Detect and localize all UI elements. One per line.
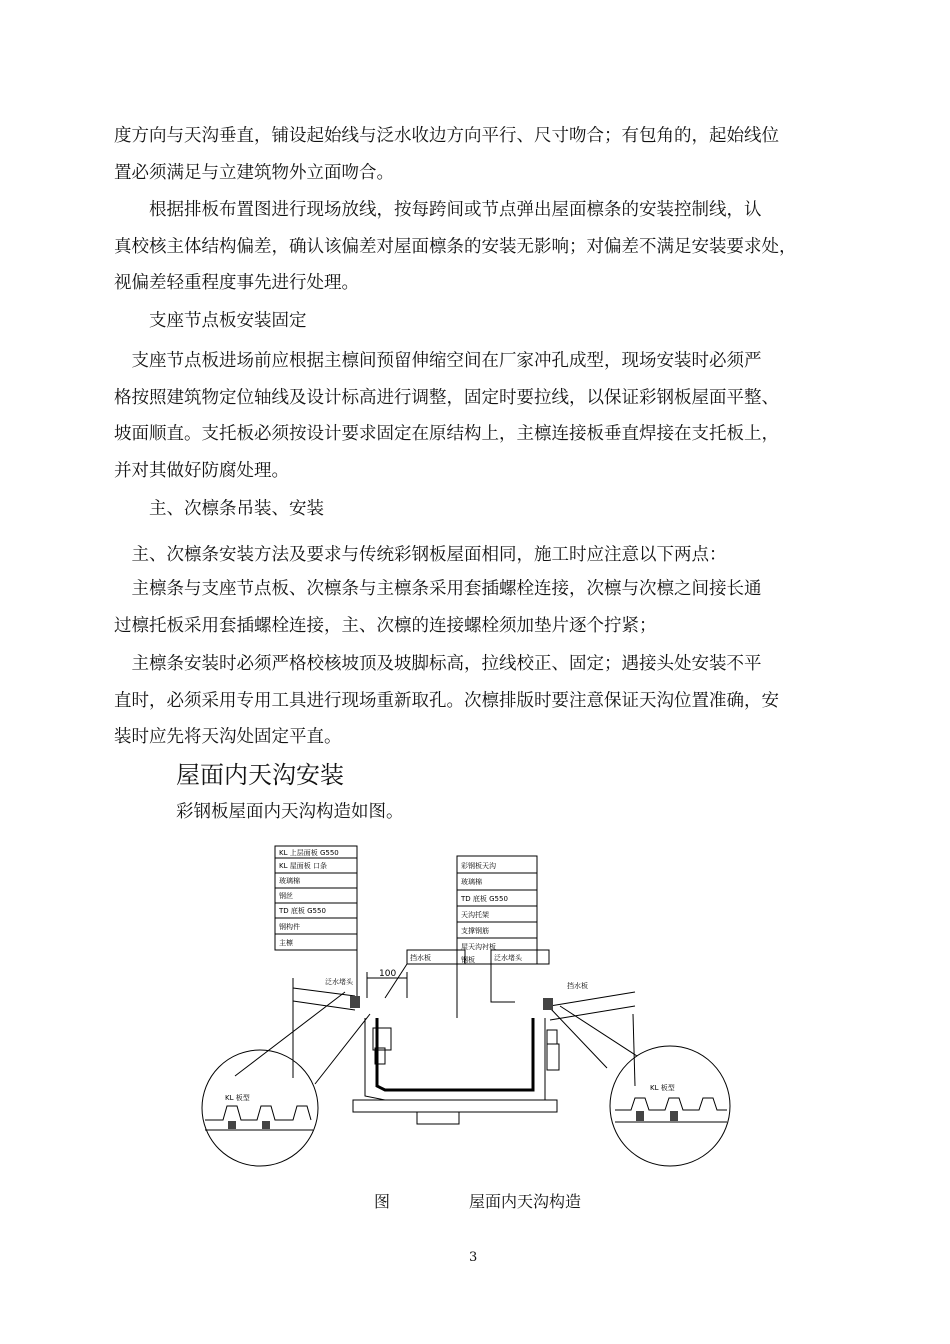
paragraph-1	[114, 118, 850, 191]
left-label: 玻璃棉	[279, 877, 300, 885]
text-line: 主檩条与支座节点板、次檩条与主檩条采用套插螺栓连接，次檩与次檩之间接长通	[114, 579, 762, 599]
text-line: 视偏差轻重程度事先进行处理。	[114, 273, 359, 293]
text-line: 并对其做好防腐处理。	[114, 460, 289, 481]
paragraph-2	[114, 192, 850, 302]
paragraph-4	[114, 537, 850, 574]
right-label: 钢板	[461, 956, 475, 964]
paragraph-5	[114, 571, 850, 644]
text-line: 格按照建筑物定位轴线及设计标高进行调整，固定时要拉线，以保证彩钢板屋面平整、	[114, 387, 779, 408]
text-line: 坡面顺直。支托板必须按设计要求固定在原结构上，主檩连接板垂直焊接在支托板上，	[114, 424, 779, 444]
text-line: 真校核主体结构偏差，确认该偏差对屋面檩条的安装无影响；对偏差不满足安装要求处，	[114, 236, 797, 257]
left-label: KL 上层面板 G550	[279, 849, 339, 857]
left-detail-label: KL 板型	[225, 1094, 250, 1102]
text-line: 过檩托板采用套插螺栓连接，主、次檩的连接螺栓须加垫片逐个拧紧；	[114, 615, 657, 636]
figure-caption-prefix: 图	[374, 1192, 391, 1211]
text-line: 置必须满足与立建筑物外立面吻合。	[114, 162, 394, 183]
page-number: 3	[469, 1250, 478, 1265]
right-tag: 挡水板	[567, 982, 588, 990]
text-line: 主、次檩条吊装、安装	[114, 499, 324, 519]
text-line: 装时应先将天沟处固定平直。	[114, 727, 342, 747]
left-label: TD 底板 G550	[279, 907, 326, 915]
right-label: 天沟托架	[461, 911, 489, 919]
right-label: 彩钢板天沟	[461, 862, 496, 870]
right-callout: 泛水堵头	[494, 954, 522, 962]
paragraph-3	[114, 343, 850, 489]
text-line: 直时，必须采用专用工具进行现场重新取孔。次檩排版时要注意保证天沟位置准确，安	[114, 690, 779, 711]
text-line: 支座节点板进场前应根据主檩间预留伸缩空间在厂家冲孔成型，现场安装时必须严	[114, 351, 762, 371]
right-label: TD 底板 G550	[461, 895, 508, 903]
subheading-purlin	[114, 491, 850, 528]
left-tag: 泛水堵头	[325, 978, 353, 986]
paragraph-6	[114, 646, 850, 756]
section-heading: 屋面内天沟安装	[176, 761, 344, 789]
left-label: 钢丝	[279, 892, 293, 900]
subheading-support-plate	[114, 303, 850, 340]
right-label: 玻璃棉	[461, 878, 482, 886]
text-line: 主檩条安装时必须严格校核坡顶及坡脚标高，拉线校正、固定；遇接头处安装不平	[114, 654, 762, 674]
text-line: 根据排板布置图进行现场放线，按每跨间或节点弹出屋面檩条的安装控制线，认	[114, 200, 762, 220]
right-detail-label: KL 板型	[650, 1084, 675, 1092]
right-label: 屋天沟衬板	[461, 943, 496, 951]
right-label: 支撑钢筋	[461, 927, 489, 935]
figure-intro: 彩钢板屋面内天沟构造如图。	[176, 802, 404, 822]
text-line: 主、次檩条安装方法及要求与传统彩钢板屋面相同，施工时应注意以下两点：	[114, 545, 727, 565]
left-callout: 挡水板	[410, 954, 431, 962]
left-label: 主檩	[279, 939, 293, 947]
left-label: 钢构件	[279, 923, 300, 931]
text-line: 度方向与天沟垂直，铺设起始线与泛水收边方向平行、尺寸吻合；有包角的，起始线位	[114, 126, 779, 146]
text-line: 支座节点板安装固定	[114, 311, 307, 331]
dimension-100: 100	[379, 969, 397, 979]
gutter-construction-figure	[195, 838, 835, 1178]
left-label: KL 屋面板 口条	[279, 862, 327, 870]
figure-caption-title: 屋面内天沟构造	[469, 1192, 582, 1211]
